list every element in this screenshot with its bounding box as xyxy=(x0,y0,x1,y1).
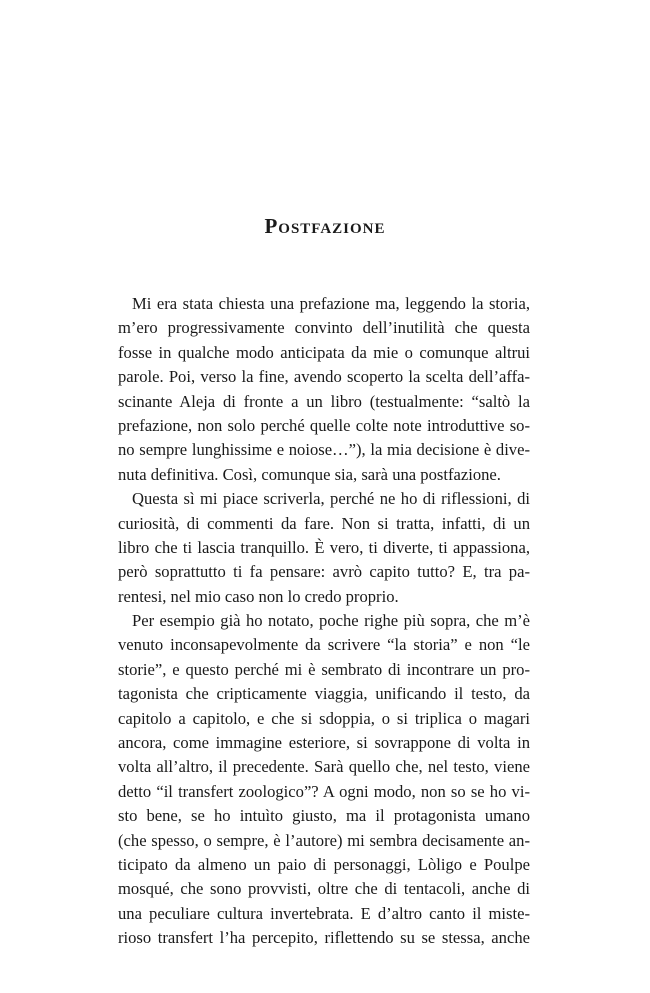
text-line: venuto inconsapevolmente da scrivere “la storia” e non “le xyxy=(118,635,530,655)
text-line: rioso transfert l’ha percepito, riflettendo su se stessa, anche xyxy=(118,928,530,948)
text-line: nuta definitiva. Così, comunque sia, sarà una postfazione. xyxy=(118,464,501,484)
text-line: sto bene, se ho intuìto giusto, ma il protagonista umano xyxy=(118,806,530,826)
text-line: storie”, e questo perché mi è sembrato di incontrare un pro- xyxy=(118,659,530,679)
text-line: Per esempio già ho notato, poche righe più sopra, che m’è xyxy=(132,611,530,631)
text-line: (che spesso, o sempre, è l’autore) mi sembra decisamente an- xyxy=(118,830,530,850)
text-line: m’ero progressivamente convinto dell’inutilità che questa xyxy=(118,318,530,338)
text-line: mosqué, che sono provvisti, oltre che di tentacoli, anche di xyxy=(118,879,530,899)
text-line: una peculiare cultura invertebrata. E d’altro canto il miste- xyxy=(118,903,530,923)
text-line: capitolo a capitolo, e che si sdoppia, o si triplica o magari xyxy=(118,708,530,728)
text-line: prefazione, non solo perché quelle colte note introduttive so- xyxy=(118,415,530,435)
text-line: curiosità, di commenti da fare. Non si tratta, infatti, di un xyxy=(118,513,530,533)
text-line: parole. Poi, verso la fine, avendo scoperto la scelta dell’affa- xyxy=(118,367,530,387)
text-line: fosse in qualche modo anticipata da mie o comunque altrui xyxy=(118,342,530,362)
text-line: Questa sì mi piace scriverla, perché ne ho di riflessioni, di xyxy=(132,489,530,509)
text-line: rentesi, nel mio caso non lo credo proprio. xyxy=(118,586,399,606)
text-line: però soprattutto ti fa pensare: avrò capito tutto? E, tra pa- xyxy=(118,562,530,582)
text-line: libro che ti lascia tranquillo. È vero, ti diverte, ti appassiona, xyxy=(118,537,530,557)
text-line: ticipato da almeno un paio di personaggi, Lòligo e Poulpe xyxy=(118,854,530,874)
text-line: scinante Aleja di fronte a un libro (testualmente: “saltò la xyxy=(118,391,530,411)
text-line: tagonista che cripticamente viaggia, unificando il testo, da xyxy=(118,684,530,704)
text-line: detto “il transfert zoologico”? A ogni modo, non so se ho vi- xyxy=(118,781,530,801)
text-line: volta all’altro, il precedente. Sarà quello che, nel testo, viene xyxy=(118,757,530,777)
text-line: Mi era stata chiesta una prefazione ma, leggendo la storia, xyxy=(132,294,530,313)
text-line: ancora, come immagine esteriore, si sovrappone di volta in xyxy=(118,733,530,753)
body-text xyxy=(118,292,530,951)
chapter-title: Postfazione xyxy=(264,214,386,238)
text-line: no sempre lunghissime e noiose…”), la mia decisione è dive- xyxy=(118,440,530,460)
